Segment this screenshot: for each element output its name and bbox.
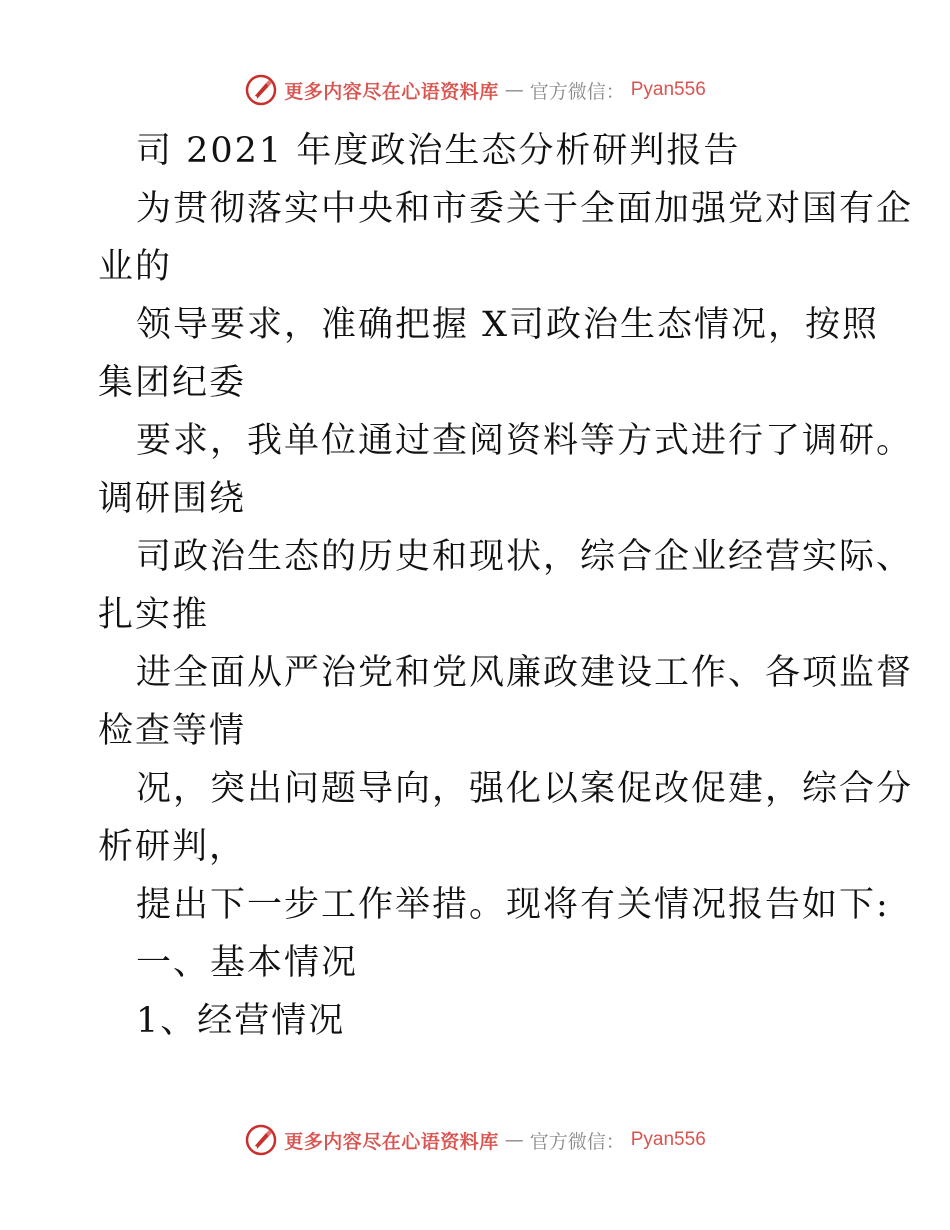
text-line: 析研判， [98, 827, 247, 867]
pen-circle-logo-icon [244, 73, 278, 107]
text-line: 为贯彻落实中央和市委关于全面加强党对国有企 [136, 189, 914, 229]
watermark-official-label: 官方微信： [529, 1130, 625, 1153]
text-line: 集团纪委 [98, 363, 247, 403]
watermark-dash: — [504, 1129, 524, 1151]
header-watermark [0, 70, 950, 110]
watermark-wechat-id: Pyan556 [630, 79, 706, 100]
watermark-official-label: 官方微信： [529, 80, 625, 103]
text-line: 检查等情 [98, 711, 247, 751]
text-line: 况，突出问题导向，强化以案促改促建，综合分 [136, 769, 914, 809]
text-line: 要求，我单位通过查阅资料等方式进行了调研。 [136, 421, 914, 461]
watermark-wechat-id: Pyan556 [630, 1129, 706, 1150]
text-line: 领导要求，准确把握 X司政治生态情况，按照 [136, 305, 880, 345]
text-line: 进全面从严治党和党风廉政建设工作、各项监督 [136, 653, 914, 693]
watermark-dash: — [504, 79, 524, 101]
footer-watermark [0, 1120, 950, 1160]
text-line: 调研围绕 [98, 479, 247, 519]
text-line: 扎实推 [98, 595, 210, 635]
document-body [98, 122, 914, 1050]
section-heading: 一、基本情况 [136, 943, 359, 983]
pen-circle-logo-icon [244, 1123, 278, 1157]
document-title-line: 司 2021 年度政治生态分析研判报告 [136, 131, 741, 171]
watermark-site-text: 更多内容尽在心语资料库 [284, 80, 499, 103]
subsection-heading: 1、经营情况 [136, 1001, 346, 1041]
text-line: 提出下一步工作举措。现将有关情况报告如下: [136, 885, 890, 925]
text-line: 司政治生态的历史和现状，综合企业经营实际、 [136, 537, 914, 577]
watermark-site-text: 更多内容尽在心语资料库 [284, 1130, 499, 1153]
text-line: 业的 [98, 247, 173, 287]
